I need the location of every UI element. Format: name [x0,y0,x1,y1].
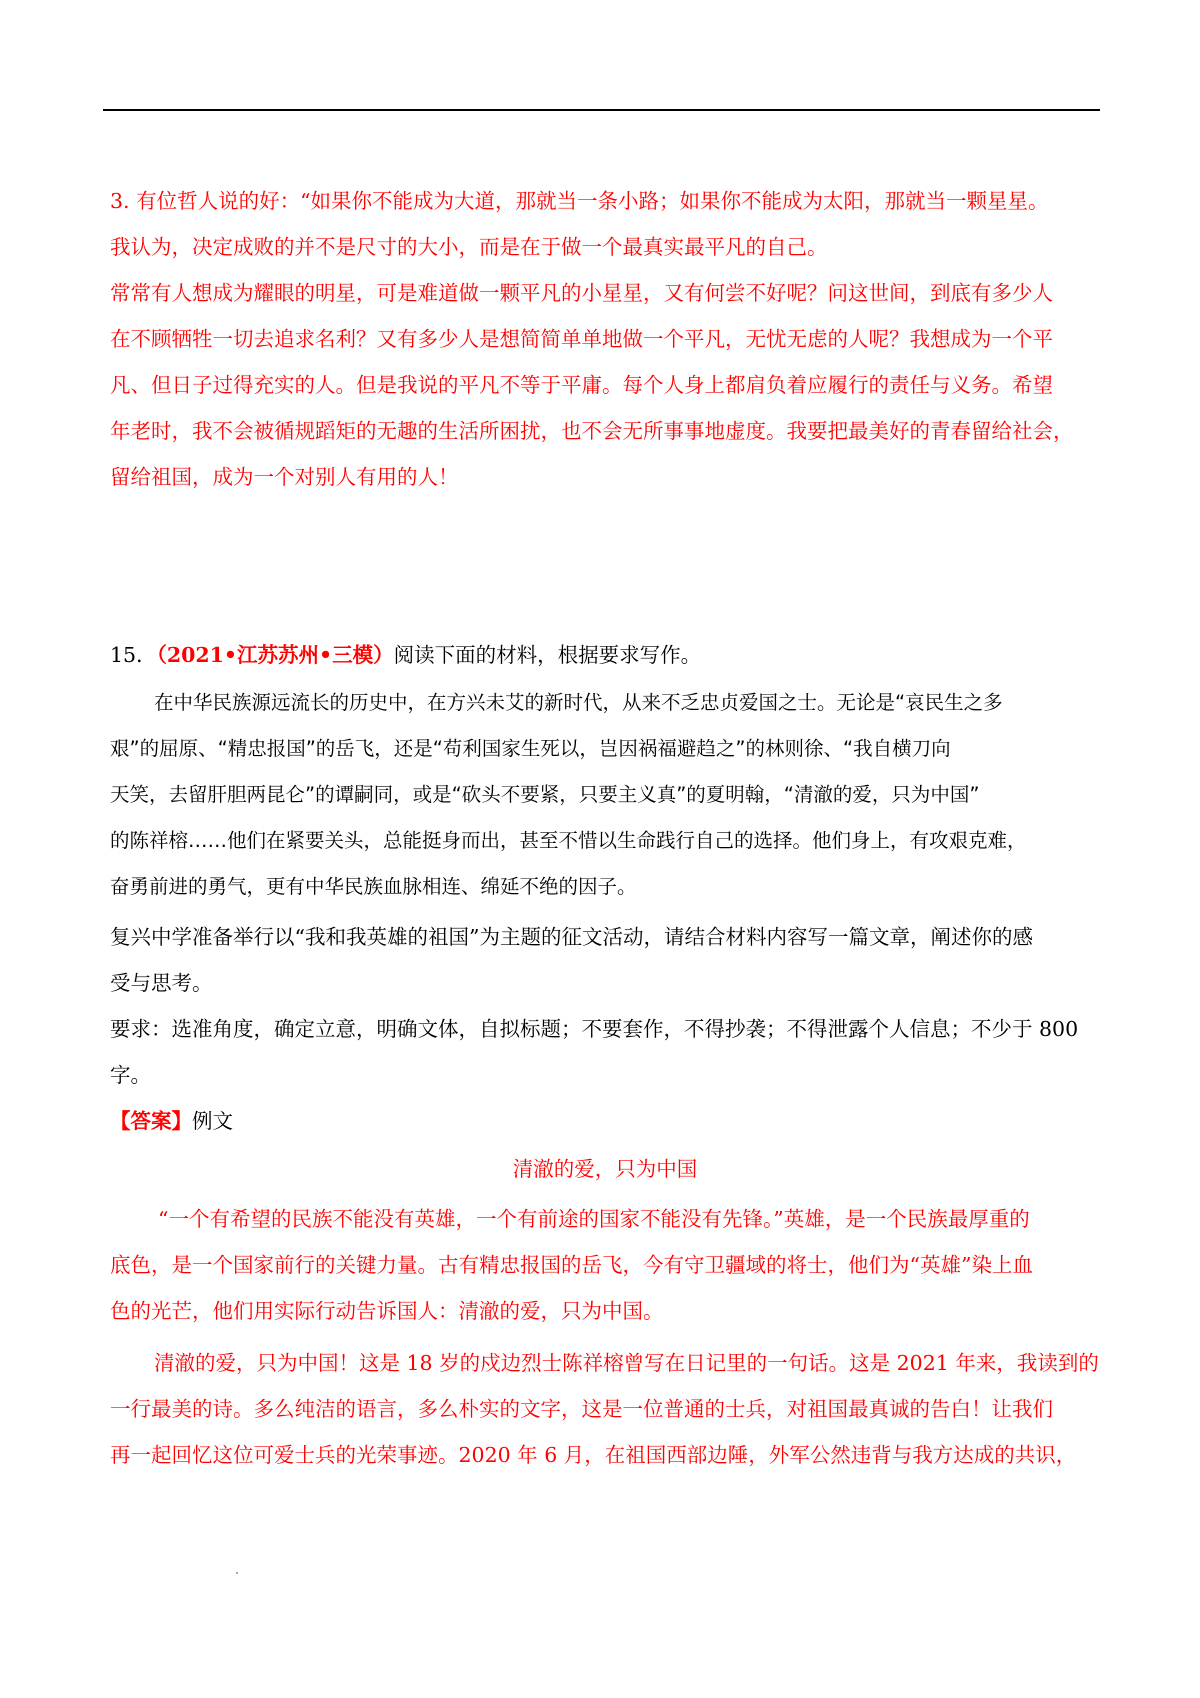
question-task [110,914,1100,1098]
header-rule [103,109,1100,111]
essay-paragraph-1 [110,1196,1100,1334]
text-line: 年老时，我不会被循规蹈矩的无趣的生活所困扰，也不会无所事事地虚度。我要把最美好的青春留给社会， [110,419,1074,443]
essay-line: 一行最美的诗。多么纯洁的语言，多么朴实的文字，这是一位普通的士兵，对祖国最真诚的告白！让我们 [110,1397,1053,1421]
text-line: 3. 有位哲人说的好：“如果你不能成为大道，那就当一条小路；如果你不能成为太阳，那就当一颗星星。 [110,189,1049,213]
text-line: 留给祖国，成为一个对别人有用的人！ [110,465,459,489]
answer-label: 【答案】 [110,1109,192,1133]
question-material [110,680,1100,910]
essay-line: 底色，是一个国家前行的关键力量。古有精忠报国的岳飞，今有守卫疆域的将士，他们为“英雄”染上血 [110,1253,1033,1277]
essay-paragraph-2 [110,1340,1100,1478]
text-line: 凡、但日子过得充实的人。但是我说的平凡不等于平庸。每个人身上都肩负着应履行的责任与义务。希望 [110,373,1053,397]
essay-line: 色的光芒，他们用实际行动告诉国人：清澈的爱，只为中国。 [110,1299,664,1323]
essay-title-text: 清澈的爱，只为中国 [512,1157,698,1181]
text-line: 常常有人想成为耀眼的明星，可是难道做一颗平凡的小星星，又有何尝不好呢？问这世间，到底有多少人 [110,281,1053,305]
material-line: 的陈祥榕……他们在紧要关头，总能挺身而出，甚至不惜以生命践行自己的选择。他们身上，有攻艰克难， [110,829,1027,852]
answer-header [110,1098,1100,1144]
task-line: 复兴中学准备举行以“我和我英雄的祖国”为主题的征文活动，请结合材料内容写一篇文章，阐述你的感 [110,925,1033,949]
text-line: 在不顾牺牲一切去追求名利？又有多少人是想简简单单地做一个平凡，无忧无虑的人呢？我想成为一个平 [110,327,1053,351]
essay-line: “一个有希望的民族不能没有英雄，一个有前途的国家不能没有先锋。”英雄，是一个民族最厚重的 [158,1207,1030,1231]
page-speck [236,1572,238,1574]
question-instruction: 阅读下面的材料，根据要求写作。 [393,643,702,667]
question-number: 15． [110,643,157,667]
material-line: 艰”的屈原、“精忠报国”的岳飞，还是“苟利国家生死以，岂因祸福避趋之”的林则徐、“我自横刀向 [110,737,951,760]
requirement-line: 要求：选准角度，确定立意，明确文体，自拟标题；不要套作，不得抄袭；不得泄露个人信息；不少于 800 [110,1017,1079,1041]
material-line: 在中华民族源远流长的历史中，在方兴未艾的新时代，从来不乏忠贞爱国之士。无论是“哀民生之多 [154,691,1003,714]
text-line: 我认为，决定成败的并不是尺寸的大小，而是在于做一个最真实最平凡的自己。 [110,235,828,259]
essay-title [110,1146,1100,1192]
question-header [110,632,1100,678]
previous-answer-section [110,178,1100,500]
essay-line: 再一起回忆这位可爱士兵的光荣事迹。2020 年 6 月，在祖国西部边陲，外军公然违背与我方达成的共识， [110,1443,1077,1467]
question-source: （2021•江苏苏州•三模） [156,643,394,667]
essay-line: 清澈的爱，只为中国！这是 18 岁的戍边烈士陈祥榕曾写在日记里的一句话。这是 2021 年来，我读到的 [154,1351,1099,1375]
answer-label-suffix: 例文 [192,1109,233,1133]
material-line: 奋勇前进的勇气，更有中华民族血脉相连、绵延不绝的因子。 [110,875,637,898]
requirement-line: 字。 [110,1063,151,1087]
material-line: 天笑，去留肝胆两昆仑”的谭嗣同，或是“砍头不要紧，只要主义真”的夏明翰，“清澈的爱，只为中国” [110,783,980,806]
task-line: 受与思考。 [110,971,213,995]
